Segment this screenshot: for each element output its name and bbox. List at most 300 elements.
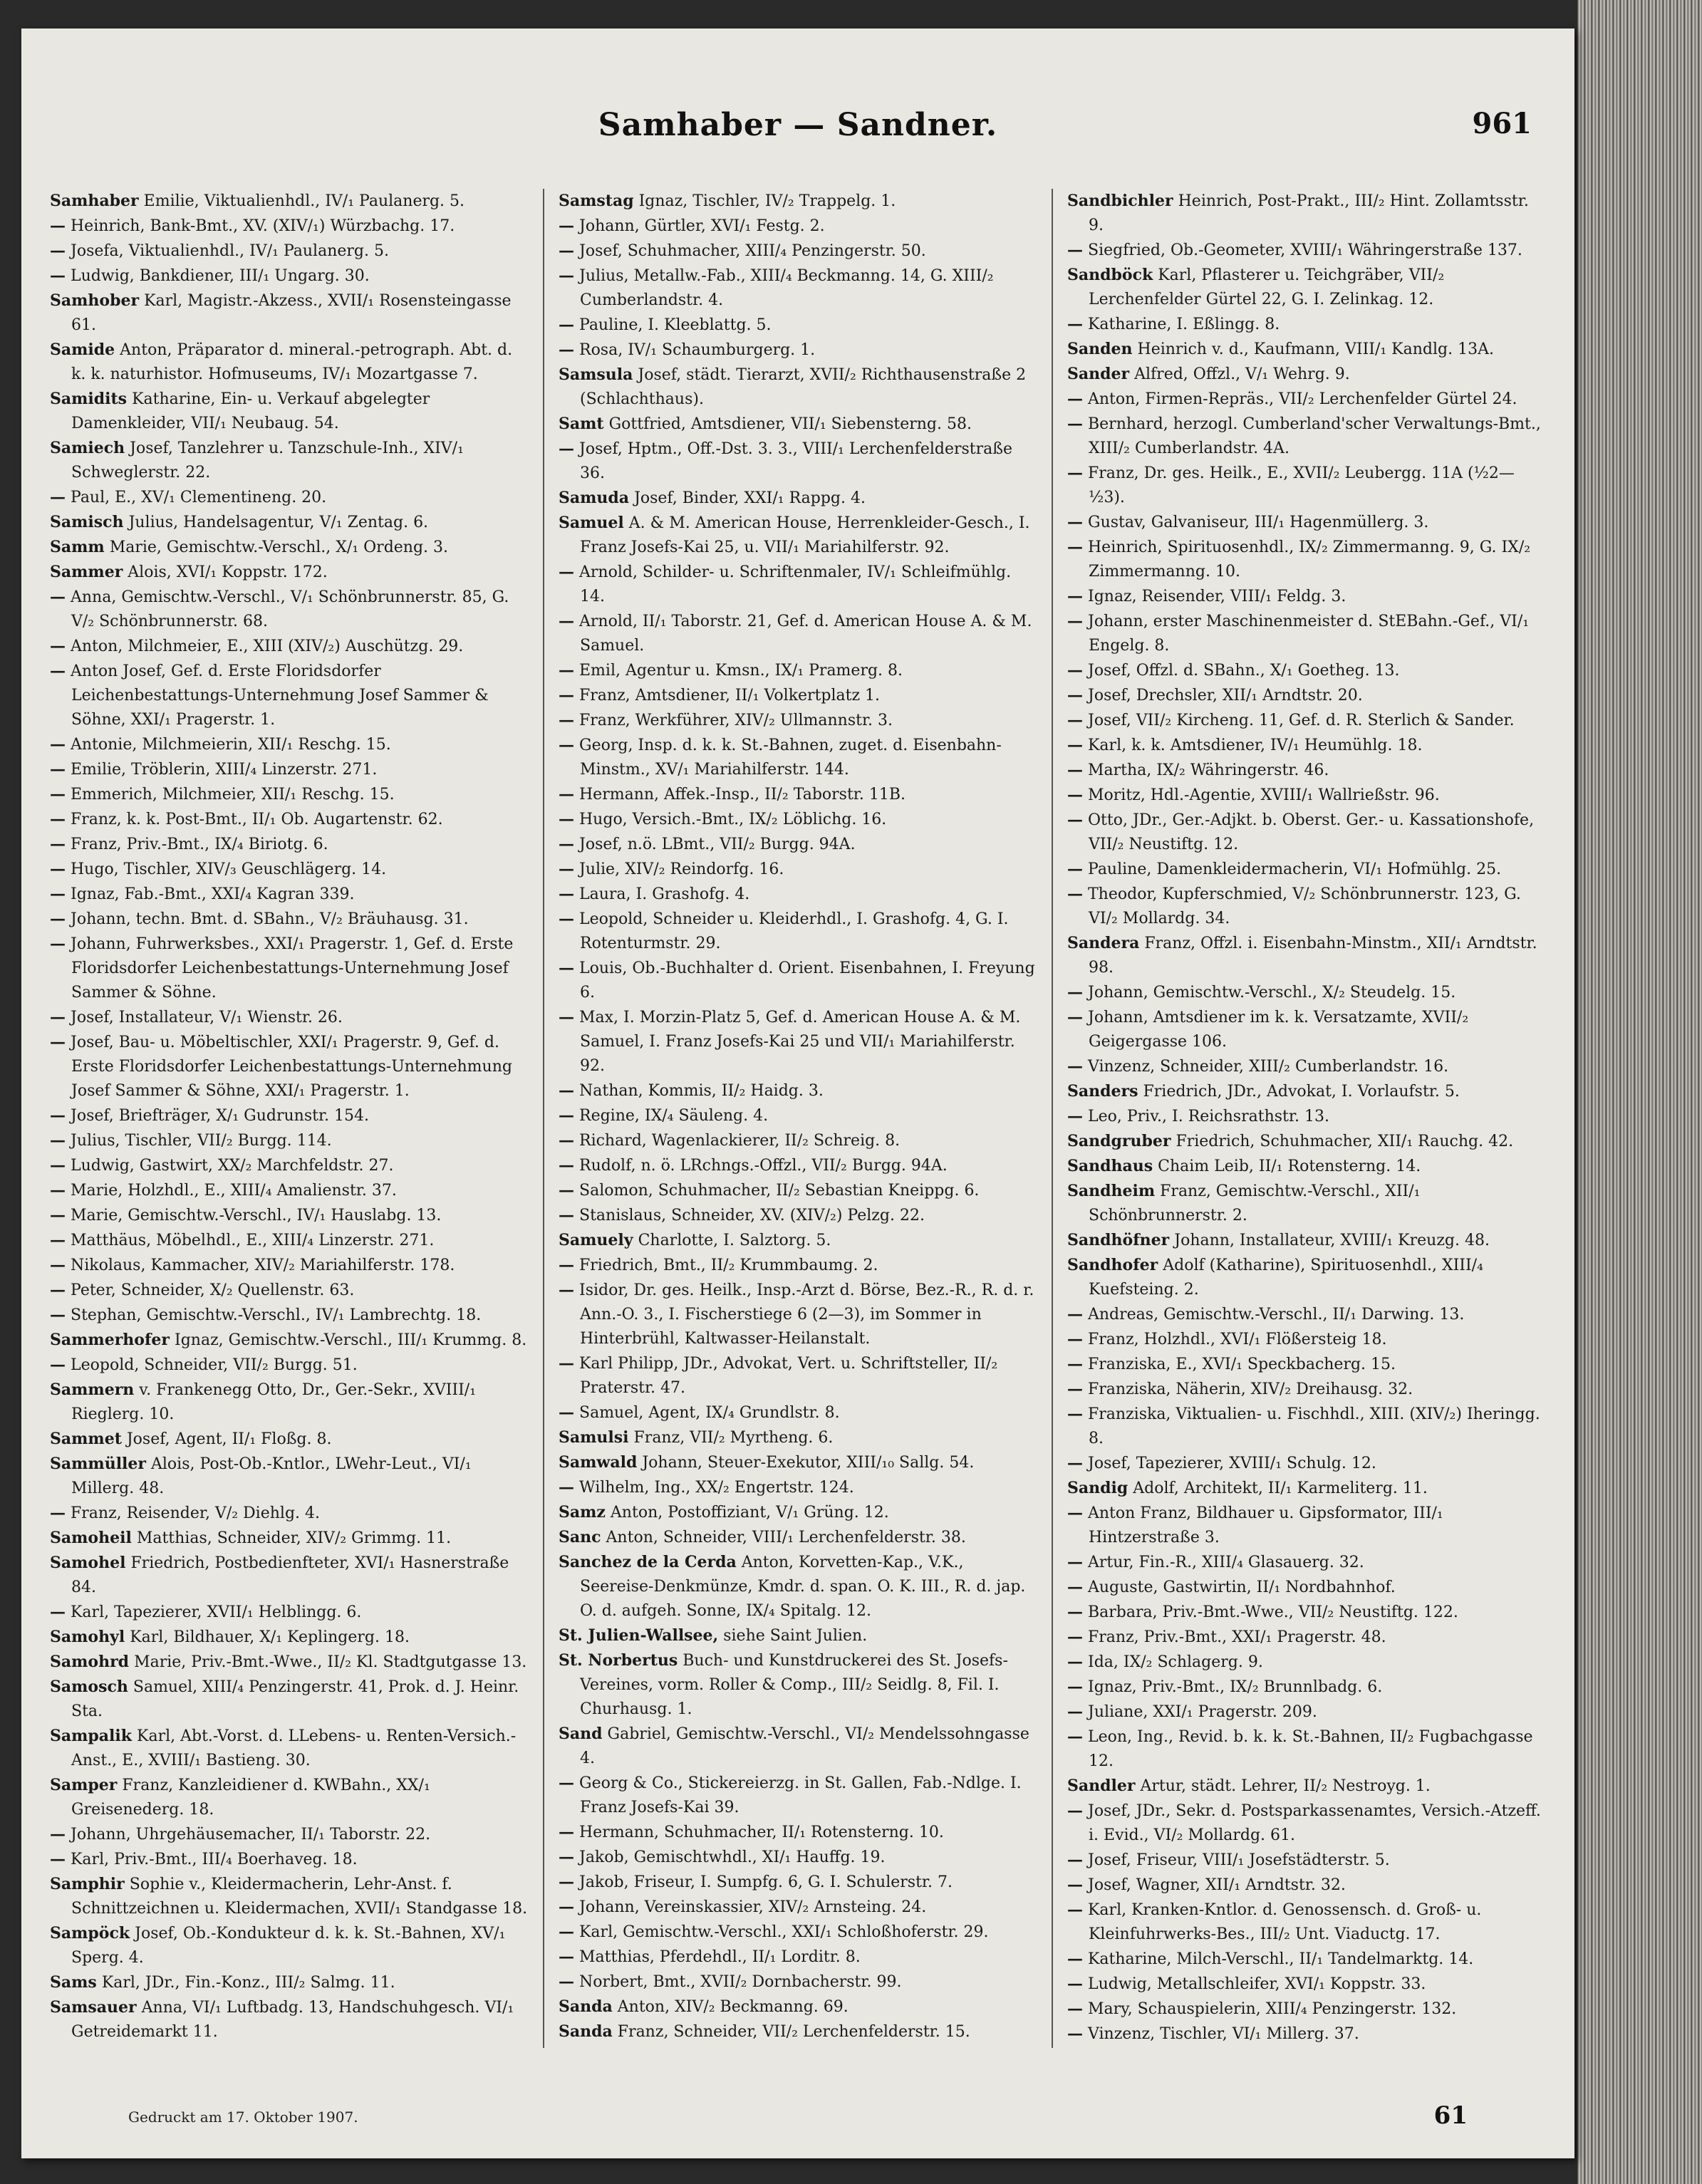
entry-text: Anton, Präparator d. mineral.-petrograph. Abt. d. k. k. naturhistor. Hofmuseums, IV/₁ Mozartgasse 7.: [71, 341, 513, 383]
signature-mark: 61: [1433, 2101, 1468, 2130]
directory-entry: [50, 807, 529, 832]
directory-entry: [1067, 609, 1546, 658]
entry-text: Matthias, Schneider, XIV/₂ Grimmg. 11.: [136, 1529, 452, 1547]
entry-text: Ignaz, Fab.-Bmt., XXI/₄ Kagran 339.: [71, 885, 355, 903]
entry-text: Jakob, Gemischtwhdl., XI/₁ Hauffg. 19.: [579, 1848, 886, 1866]
entry-name: —: [559, 340, 574, 359]
entry-text: Johann, erster Maschinenmeister d. StEBahn.-Gef., VI/₁ Engelg. 8.: [1088, 613, 1530, 655]
entry-name: Samidits: [50, 390, 128, 408]
directory-entry: [50, 560, 529, 585]
entry-text: Siegfried, Ob.-Geometer, XVIII/₁ Währingerstraße 137.: [1088, 241, 1522, 259]
entry-text: Katharine, I. Eßlingg. 8.: [1088, 316, 1280, 333]
entry-name: —: [50, 1356, 66, 1374]
directory-entry: [50, 1103, 529, 1128]
directory-entry: [559, 412, 1037, 437]
entry-name: —: [50, 488, 66, 506]
entry-text: Theodor, Kupferschmied, V/₂ Schönbrunnerstr. 123, G. VI/₂ Mollardg. 34.: [1088, 885, 1521, 927]
entry-name: —: [1067, 1678, 1083, 1696]
entry-name: Sanchez de la Cerda: [559, 1553, 737, 1571]
entry-name: —: [1067, 1900, 1083, 1919]
entry-name: —: [1067, 761, 1083, 779]
directory-entry: [50, 338, 529, 387]
entry-name: —: [1067, 786, 1083, 804]
entry-text: Gottfried, Amtsdiener, VII/₁ Siebensterng. 58.: [608, 415, 972, 433]
directory-entry: [50, 1005, 529, 1030]
entry-text: Anton, Korvetten-Kap., V.K., Seereise-Denkmünze, Kmdr. d. span. O. K. III., R. d. jap. O. d. aufgeh. Sonne, IX/₄ Spitalg. 12.: [580, 1554, 1026, 1620]
entry-name: —: [50, 1306, 66, 1324]
directory-entry: [50, 659, 529, 732]
directory-entry: [559, 658, 1037, 683]
directory-entry: [1067, 584, 1546, 609]
entry-text: Anton, Postoffiziant, V/₁ Grüng. 12.: [610, 1504, 889, 1522]
entry-name: —: [559, 810, 574, 828]
entry-text: Johann, Gürtler, XVI/₁ Festg. 2.: [579, 217, 825, 235]
entry-text: Josef, Schuhmacher, XIII/₄ Penzingerstr. 50.: [579, 242, 926, 260]
directory-entry: [559, 1895, 1037, 1920]
entry-text: Johann, Installateur, XVIII/₁ Kreuzg. 48.: [1174, 1232, 1490, 1249]
directory-entry: [559, 239, 1037, 264]
directory-entry: [1067, 387, 1546, 412]
entry-name: —: [559, 711, 574, 729]
entry-text: Buch- und Kunstdruckerei des St. Josefs-Vereines, vorm. Roller & Comp., III/₂ Seidlg. 8, Fil. I. Churhausg. 1.: [580, 1652, 1008, 1718]
entry-text: Josef, Agent, II/₁ Floßg. 8.: [126, 1430, 332, 1448]
entry-name: —: [559, 1403, 574, 1422]
entry-name: —: [559, 785, 574, 804]
entry-text: Karl, Tapezierer, XVII/₁ Helblingg. 6.: [71, 1603, 362, 1621]
entry-text: Marie, Gemischtw.-Verschl., X/₁ Ordeng. 3.: [109, 539, 449, 556]
entry-name: Sampöck: [50, 1924, 130, 1943]
entry-name: —: [50, 1231, 66, 1249]
directory-entry: [559, 2044, 1037, 2048]
entry-name: —: [50, 1850, 66, 1868]
entry-name: —: [559, 1106, 574, 1125]
entry-text: Matthias, Pferdehdl., II/₁ Lorditr. 8.: [579, 1948, 861, 1966]
entry-name: —: [50, 1281, 66, 1299]
entry-name: Sandler: [1067, 1777, 1136, 1795]
entry-name: —: [50, 1106, 66, 1125]
directory-entry: [559, 1203, 1037, 1228]
directory-entry: [559, 214, 1037, 239]
entry-name: Samz: [559, 1503, 606, 1522]
entry-text: Leon, Ing., Revid. b. k. k. St.-Bahnen, II/₂ Fugbachgasse 12.: [1088, 1728, 1533, 1770]
directory-entry: [559, 189, 1037, 214]
entry-text: Josef, Friseur, VIII/₁ Josefstädterstr. 5.: [1088, 1851, 1390, 1869]
directory-entry: [559, 733, 1037, 782]
entry-text: A. & M. American House, Herrenkleider-Gesch., I. Franz Josefs-Kai 25, u. VII/₁ Mariahilferstr. 92.: [580, 514, 1030, 556]
entry-text: Vinzenz, Schneider, XIII/₂ Cumberlandstr. 16.: [1088, 1058, 1449, 1076]
directory-entry: [1067, 189, 1546, 238]
entry-text: Marie, Priv.-Bmt.-Wwe., II/₂ Kl. Stadtgutgasse 13.: [134, 1653, 527, 1671]
entry-text: Franziska, Näherin, XIV/₂ Dreihausg. 32.: [1088, 1380, 1413, 1398]
entry-name: —: [1067, 1851, 1083, 1869]
directory-entry: [1067, 758, 1546, 783]
directory-entry: [1067, 1352, 1546, 1377]
directory-entry: [1067, 931, 1546, 980]
entry-text: Wilhelm, Ing., XX/₂ Engertstr. 124.: [579, 1479, 854, 1497]
entry-text: Josef, Briefträger, X/₁ Gudrunstr. 154.: [71, 1107, 370, 1125]
directory-entry: [50, 485, 529, 510]
entry-name: —: [50, 662, 66, 680]
entry-text: Emmerich, Milchmeier, XII/₁ Reschg. 15.: [71, 786, 395, 804]
entry-text: Anton, Schneider, VIII/₁ Lerchenfelderstr. 38.: [606, 1529, 966, 1546]
entry-name: —: [50, 1504, 66, 1522]
entry-text: Karl Philipp, JDr., Advokat, Vert. u. Schriftsteller, II/₂ Praterstr. 47.: [579, 1355, 998, 1397]
entry-text: Franz, Priv.-Bmt., IX/₄ Biriotg. 6.: [71, 836, 328, 853]
directory-entry: [1067, 1898, 1546, 1947]
entry-text: Julius, Handelsagentur, V/₁ Zentag. 6.: [128, 514, 429, 531]
directory-entry: [50, 387, 529, 436]
entry-name: Samohyl: [50, 1628, 125, 1646]
entry-name: —: [1067, 315, 1083, 333]
entry-text: Friedrich, Postbedienfteter, XVI/₁ Hasnerstraße 84.: [71, 1554, 509, 1596]
entry-text: Emil, Agentur u. Kmsn., IX/₁ Pramerg. 8.: [579, 662, 903, 680]
directory-entry: [50, 2044, 529, 2048]
directory-entry: [1067, 1005, 1546, 1054]
directory-entry: [559, 1945, 1037, 1970]
entry-name: —: [1067, 1876, 1083, 1894]
entry-name: Sandera: [1067, 934, 1140, 952]
directory-entry: [1067, 1848, 1546, 1873]
entry-name: —: [559, 661, 574, 680]
directory-entry: [559, 807, 1037, 832]
entry-name: —: [50, 810, 66, 828]
entry-text: Karl, Bildhauer, X/₁ Keplingerg. 18.: [130, 1628, 410, 1646]
directory-entry: [559, 1920, 1037, 1945]
directory-entry: [559, 609, 1037, 658]
directory-entry: [50, 1625, 529, 1650]
entry-name: —: [1067, 1950, 1083, 1968]
entry-name: Samuely: [559, 1231, 633, 1249]
directory-entry: [50, 1921, 529, 1970]
directory-entry: [50, 932, 529, 1005]
entry-name: Samulsi: [559, 1428, 629, 1447]
entry-text: Marie, Gemischtw.-Verschl., IV/₁ Hauslabg. 13.: [71, 1207, 442, 1224]
entry-text: Josef, VII/₂ Kircheng. 11, Gef. d. R. Sterlich & Sander.: [1088, 712, 1515, 729]
entry-name: Samsauer: [50, 1998, 137, 2017]
directory-entry: [559, 832, 1037, 857]
entry-name: —: [1067, 1553, 1083, 1571]
entry-name: —: [1067, 885, 1083, 903]
directory-entry: [1067, 1725, 1546, 1774]
entry-text: Josef, Wagner, XII/₁ Arndtstr. 32.: [1088, 1876, 1346, 1894]
entry-name: —: [1067, 1107, 1083, 1125]
directory-entry: [559, 560, 1037, 609]
entry-text: Vinzenz, Tischler, VI/₁ Millerg. 37.: [1088, 2025, 1359, 2043]
entry-text: Alois, Post-Ob.-Kntlor., LWehr-Leut., VI/₁ Millerg. 48.: [71, 1455, 472, 1497]
directory-entry: [1067, 1675, 1546, 1700]
entry-name: —: [50, 217, 66, 235]
entry-text: Matthäus, Möbelhdl., E., XIII/₄ Linzerstr. 271.: [71, 1232, 435, 1249]
directory-entry: [1067, 783, 1546, 808]
entry-name: —: [1067, 1355, 1083, 1373]
entry-name: —: [1067, 811, 1083, 829]
directory-entry: [50, 1822, 529, 1847]
entry-name: St. Julien-Wallsee,: [559, 1626, 719, 1645]
directory-entry: [559, 907, 1037, 956]
entry-text: Emilie, Viktualienhdl., IV/₁ Paulanerg. 5.: [143, 192, 465, 210]
directory-page: [21, 28, 1574, 2158]
entry-name: —: [50, 266, 66, 285]
directory-entry: [1067, 1228, 1546, 1253]
entry-text: Karl, Pflasterer u. Teichgräber, VII/₂ Lerchenfelder Gürtel 22, G. I. Zelinkag. 12.: [1089, 266, 1445, 308]
entry-text: Georg, Insp. d. k. k. St.-Bahnen, zuget. d. Eisenbahn-Minstm., XV/₁ Mariahilferstr. 144.: [579, 737, 1002, 779]
entry-text: Leopold, Schneider u. Kleiderhdl., I. Grashofg. 4, G. I. Rotenturmstr. 29.: [579, 910, 1009, 952]
entry-text: Katharine, Milch-Verschl., II/₁ Tandelmarktg. 14.: [1088, 1950, 1474, 1968]
directory-entry: [50, 1328, 529, 1353]
directory-entry: [1067, 1451, 1546, 1476]
page-footer: [50, 2101, 1546, 2144]
entry-name: —: [50, 241, 66, 260]
entry-text: Hugo, Versich.-Bmt., IX/₂ Löblichg. 16.: [579, 811, 887, 828]
directory-entry: [559, 1995, 1037, 2019]
directory-entry: [559, 1722, 1037, 1771]
directory-entry: [559, 857, 1037, 882]
directory-entry: [559, 1253, 1037, 1278]
entry-name: Sandhaus: [1067, 1157, 1153, 1175]
entry-text: Antonie, Milchmeierin, XII/₁ Reschg. 15.: [71, 736, 391, 754]
directory-entry: [559, 1475, 1037, 1500]
entry-text: Karl, Magistr.-Akzess., XVII/₁ Rosensteingasse 61.: [71, 292, 512, 334]
entry-name: [559, 2047, 633, 2048]
directory-entry: [50, 1203, 529, 1228]
directory-entry: [50, 510, 529, 535]
entry-name: —: [559, 686, 574, 704]
directory-entry: [50, 585, 529, 634]
entry-text: Julius, Metallw.-Fab., XIII/₄ Beckmanng. 14, G. XIII/₂ Cumberlandstr. 4.: [579, 267, 994, 309]
directory-entry: [50, 239, 529, 264]
entry-name: Samhober: [50, 291, 140, 310]
entry-text: Otto, JDr., Ger.-Adjkt. b. Oberst. Ger.- u. Kassationshofe, VII/₂ Neustiftg. 12.: [1088, 811, 1535, 853]
entry-text: Heinrich, Post-Prakt., III/₂ Hint. Zollamtsstr. 9.: [1089, 192, 1529, 234]
directory-entry: [1067, 1650, 1546, 1675]
directory-entry: [50, 1303, 529, 1328]
entry-text: Anna, VI/₁ Luftbadg. 13, Handschuhgesch. VI/₁ Getreidemarkt 11.: [71, 1999, 514, 2041]
entry-name: —: [1067, 661, 1083, 680]
entry-text: Arnold, II/₁ Taborstr. 21, Gef. d. American House A. & M. Samuel.: [579, 613, 1032, 655]
directory-entry: [50, 214, 529, 239]
entry-text: Isidor, Dr. ges. Heilk., Insp.-Arzt d. Börse, Bez.-R., R. d. r. Ann.-O. 3., I. Fischerstiege 6 (2—3), im Sommer in Hinterbrühl, Kaltwasser-Heilanstalt.: [579, 1281, 1034, 1348]
entry-text: Charlotte, I. Salztorg. 5.: [638, 1232, 831, 1249]
directory-entry: [1067, 1253, 1546, 1302]
entry-text: Franz, Dr. ges. Heilk., E., XVII/₂ Leubergg. 11A (½2—½3).: [1088, 464, 1515, 506]
entry-text: Friedrich, Schuhmacher, XII/₁ Rauchg. 42.: [1176, 1133, 1514, 1150]
directory-entry: [1067, 362, 1546, 387]
entry-text: Pauline, Damenkleidermacherin, VI/₁ Hofmühlg. 25.: [1088, 860, 1502, 878]
entry-text: Sophie v., Kleidermacherin, Lehr-Anst. f. Schnittzeichnen u. Kleidermachen, XVII/₁ Standgasse 18.: [71, 1876, 528, 1918]
entry-text: Karl, k. k. Amtsdiener, IV/₁ Heumühlg. 18.: [1088, 737, 1423, 754]
entry-name: —: [559, 217, 574, 235]
entry-name: —: [50, 1008, 66, 1026]
entry-text: Franz, Priv.-Bmt., XXI/₁ Pragerstr. 48.: [1088, 1628, 1386, 1646]
entry-text: Andreas, Gemischtw.-Verschl., II/₁ Darwing. 13.: [1088, 1306, 1465, 1324]
entry-text: Hermann, Affek.-Insp., II/₂ Taborstr. 11B.: [579, 786, 906, 804]
entry-text: Franz, Holzhdl., XVI/₁ Flößersteig 18.: [1088, 1331, 1387, 1348]
entry-text: Pauline, I. Kleeblattg. 5.: [579, 316, 772, 334]
entry-text: Nathan, Kommis, II/₂ Haidg. 3.: [579, 1082, 824, 1100]
directory-entry: [1067, 1129, 1546, 1154]
entry-name: —: [1067, 2000, 1083, 2018]
entry-name: —: [559, 1081, 574, 1100]
entry-text: Hermann, Schuhmacher, II/₁ Rotensterng. 10.: [579, 1824, 944, 1841]
entry-name: Samper: [50, 1776, 118, 1794]
entry-text: Stephan, Gemischtw.-Verschl., IV/₁ Lambrechtg. 18.: [71, 1306, 482, 1324]
entry-text: Gabriel, Gemischtw.-Verschl., VI/₂ Mendelssohngasse 4.: [580, 1725, 1029, 1767]
entry-name: —: [50, 1156, 66, 1175]
entry-text: Josef, Ob.-Kondukteur d. k. k. St.-Bahnen, XV/₁ Sperg. 4.: [71, 1925, 506, 1967]
entry-name: —: [50, 1181, 66, 1200]
directory-entry: [50, 1600, 529, 1625]
entry-name: —: [559, 885, 574, 903]
entry-name: —: [50, 760, 66, 779]
entry-name: —: [1067, 1380, 1083, 1398]
directory-entry: [559, 1870, 1037, 1895]
entry-name: Sandig: [1067, 1479, 1128, 1497]
entry-text: Artur, Fin.-R., XIII/₄ Glasauerg. 32.: [1088, 1554, 1364, 1571]
entry-name: —: [50, 735, 66, 754]
entry-name: —: [50, 835, 66, 853]
entry-name: —: [1067, 1727, 1083, 1746]
entry-name: Sandböck: [1067, 266, 1153, 284]
entry-name: Sammet: [50, 1430, 122, 1448]
entry-name: Sanda: [559, 2022, 613, 2041]
directory-entry: [50, 1030, 529, 1103]
directory-entry: [50, 1675, 529, 1724]
directory-entry: [559, 1178, 1037, 1203]
entry-text: Anton, XIV/₂ Beckmanng. 69.: [617, 1998, 849, 2016]
entry-text: Friedrich, Bmt., II/₂ Krummbaumg. 2.: [579, 1257, 878, 1274]
entry-name: —: [559, 1008, 574, 1026]
entry-text: Franz, Schneider, VII/₂ Lerchenfelderstr. 15.: [617, 2023, 970, 2041]
entry-text: Jakob, Friseur, I. Sumpfg. 6, G. I. Schulerstr. 7.: [579, 1873, 953, 1891]
directory-entry: [50, 1427, 529, 1452]
entry-text: Friedrich, JDr., Advokat, I. Vorlaufstr. 5.: [1143, 1083, 1460, 1101]
entry-name: —: [1067, 241, 1083, 259]
directory-entry: [1067, 1104, 1546, 1129]
entry-name: —: [50, 1603, 66, 1621]
directory-entry: [559, 1005, 1037, 1078]
entry-name: —: [50, 785, 66, 804]
entry-text: Stanislaus, Schneider, XV. (XIV/₂) Pelzg. 22.: [579, 1207, 925, 1224]
directory-entry: [1067, 238, 1546, 263]
entry-name: Samt: [559, 415, 604, 433]
entry-text: Alois, XVI/₁ Koppstr. 172.: [128, 563, 328, 581]
entry-name: Sammerhofer: [50, 1331, 170, 1349]
entry-text: Gustav, Galvaniseur, III/₁ Hagenmüllerg. 3.: [1088, 514, 1429, 531]
directory-entry: [559, 1623, 1037, 1648]
entry-name: —: [1067, 1405, 1083, 1423]
entry-name: —: [1067, 538, 1083, 556]
directory-entry: [50, 1724, 529, 1773]
directory-entry: [50, 1378, 529, 1427]
directory-entry: [559, 708, 1037, 733]
directory-entry: [1067, 510, 1546, 535]
entry-text: Salomon, Schuhmacher, II/₂ Sebastian Kneippg. 6.: [579, 1182, 980, 1200]
entry-name: —: [50, 1033, 66, 1051]
directory-entry: [1067, 1501, 1546, 1550]
entry-text: Adolf (Katharine), Spirituosenhdl., XIII/₄ Kuefsteing. 2.: [1089, 1257, 1483, 1299]
entry-text: Julie, XIV/₂ Reindorfg. 16.: [579, 860, 784, 878]
directory-entry: [559, 1128, 1037, 1153]
directory-entry: [559, 1278, 1037, 1351]
directory-entry: [1067, 1947, 1546, 1972]
entry-text: Anton, Firmen-Repräs., VII/₂ Lerchenfelder Gürtel 24.: [1088, 390, 1517, 408]
directory-entry: [1067, 461, 1546, 510]
column-1: [36, 189, 544, 2048]
directory-entry: [50, 857, 529, 882]
directory-entry: [50, 264, 529, 288]
entry-text: Samuel, Agent, IX/₄ Grundlstr. 8.: [579, 1404, 840, 1422]
directory-entry: [559, 486, 1037, 511]
entry-text: Johann, Steuer-Exekutor, XIII/₁₀ Sallg. 54.: [642, 1454, 975, 1472]
entry-text: Anton Franz, Bildhauer u. Gipsformator, III/₁ Hintzerstraße 3.: [1088, 1504, 1443, 1546]
directory-entry: [50, 1526, 529, 1551]
directory-entry: [1067, 733, 1546, 758]
entry-name: —: [559, 1898, 574, 1916]
directory-entry: [1067, 1972, 1546, 1997]
entry-name: —: [1067, 1975, 1083, 1993]
entry-name: [50, 2047, 66, 2048]
directory-entry: [559, 956, 1037, 1005]
entry-text: Karl, Priv.-Bmt., III/₄ Boerhaveg. 18.: [71, 1851, 358, 1868]
directory-entry: [1067, 1327, 1546, 1352]
directory-entry: [1067, 808, 1546, 857]
entry-name: —: [559, 1923, 574, 1941]
entry-name: Sandheim: [1067, 1182, 1156, 1200]
entry-name: —: [559, 910, 574, 928]
entry-name: —: [50, 588, 66, 606]
entry-name: Samisch: [50, 513, 124, 531]
entry-name: Sandbichler: [1067, 192, 1173, 210]
entry-name: —: [1067, 464, 1083, 482]
entry-name: —: [50, 860, 66, 878]
page-title: Samhaber — Sandner.: [598, 107, 998, 143]
entry-name: —: [559, 563, 574, 581]
entry-text: Richard, Wagenlackierer, II/₂ Schreig. 8.: [579, 1132, 901, 1150]
entry-text: Anton, Milchmeier, E., XIII (XIV/₂) Auschützg. 29.: [71, 638, 464, 655]
directory-entry: [50, 882, 529, 907]
entry-name: —: [1067, 415, 1083, 433]
directory-entry: [1067, 412, 1546, 461]
directory-entry: [559, 1820, 1037, 1845]
entry-text: Johann, Amtsdiener im k. k. Versatzamte, XVII/₂ Geigergasse 106.: [1088, 1009, 1469, 1051]
directory-entry: [1067, 1600, 1546, 1625]
entry-name: —: [559, 1823, 574, 1841]
entry-text: Hugo, Tischler, XIV/₃ Geuschlägerg. 14.: [71, 860, 387, 878]
entry-text: Rosa, IV/₁ Schaumburgerg. 1.: [579, 341, 816, 359]
entry-text: Josef, Hptm., Off.-Dst. 3. 3., VIII/₁ Lerchenfelderstraße 36.: [579, 440, 1012, 482]
entry-name: —: [1067, 2024, 1083, 2043]
entry-name: Sammüller: [50, 1455, 146, 1473]
entry-name: —: [1067, 1305, 1083, 1324]
directory-entry: [1067, 337, 1546, 362]
entry-name: —: [559, 736, 574, 754]
directory-entry: [559, 782, 1037, 807]
entry-name: Sanc: [559, 1528, 601, 1546]
entry-text: Karl, Abt.-Vorst. d. LLebens- u. Renten-Versich.-Anst., E., XVIII/₁ Bastieng. 30.: [71, 1727, 517, 1769]
entry-name: —: [50, 935, 66, 953]
directory-entry: [50, 1353, 529, 1378]
entry-text: Franz, Gemischtw.-Verschl., XII/₁ Schönbrunnerstr. 2.: [1089, 1182, 1421, 1224]
directory-entry: [50, 907, 529, 932]
directory-entry: [1067, 658, 1546, 683]
entry-name: —: [559, 241, 574, 260]
directory-entry: [1067, 1402, 1546, 1451]
entry-name: —: [559, 835, 574, 853]
entry-name: —: [559, 316, 574, 334]
directory-entry: [559, 1525, 1037, 1550]
directory-entry: [1067, 857, 1546, 882]
directory-entry: [1067, 1625, 1546, 1650]
